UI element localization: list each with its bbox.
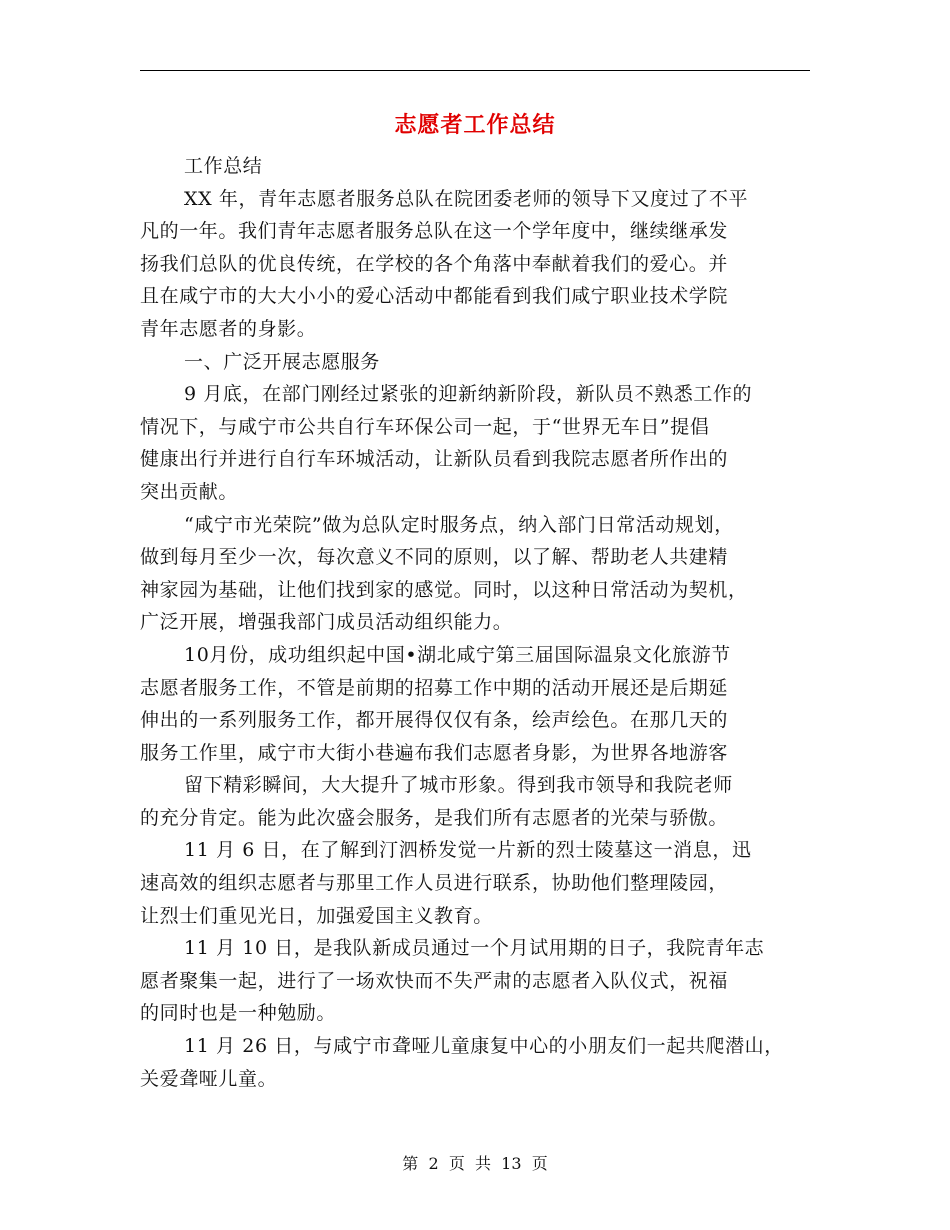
- paragraph-line: 健康出行并进行自行车环城活动，让新队员看到我院志愿者所作出的: [140, 448, 729, 471]
- paragraph-line: 留下精彩瞬间，大大提升了城市形象。得到我市领导和我院老师: [184, 774, 733, 797]
- paragraph-line: 10月份，成功组织起中国•湖北咸宁第三届国际温泉文化旅游节: [184, 643, 731, 666]
- paragraph-line: XX 年，青年志愿者服务总队在院团委老师的领导下又度过了不平: [184, 187, 749, 210]
- paragraph-line: “咸宁市光荣院”做为总队定时服务点，纳入部门日常活动规划，: [184, 513, 734, 536]
- paragraph-line: 伸出的一系列服务工作，都开展得仅仅有条，绘声绘色。在那几天的: [140, 709, 729, 732]
- paragraph-line: 的同时也是一种勉励。: [140, 1002, 337, 1025]
- paragraph-line: 让烈士们重见光日，加强爱国主义教育。: [140, 904, 493, 927]
- document-title: 志愿者工作总结: [394, 112, 556, 138]
- paragraph-line: 11 月 10 日，是我队新成员通过一个月试用期的日子，我院青年志: [184, 937, 765, 960]
- paragraph-line: 且在咸宁市的大大小小的爱心活动中都能看到我们咸宁职业技术学院: [140, 285, 729, 308]
- paragraph-line: 情况下，与咸宁市公共自行车环保公司一起，于“世界无车日”提倡: [140, 415, 710, 438]
- paragraph-line: 突出贡献。: [140, 480, 239, 503]
- paragraph-line: 扬我们总队的优良传统，在学校的各个角落中奉献着我们的爱心。并: [140, 252, 729, 275]
- page-number-footer: 第 2 页 共 13 页: [402, 1154, 548, 1173]
- paragraph-line: 广泛开展，增强我部门成员活动组织能力。: [140, 611, 513, 634]
- paragraph-line: 神家园为基础，让他们找到家的感觉。同时，以这种日常活动为契机，: [140, 578, 748, 601]
- paragraph-line: 11 月 6 日，在了解到汀泗桥发觉一片新的烈士陵墓这一消息，迅: [184, 839, 752, 862]
- section-heading: 一、广泛开展志愿服务: [184, 350, 381, 373]
- section-label: 工作总结: [184, 155, 263, 177]
- paragraph-line: 愿者聚集一起，进行了一场欢快而不失严肃的志愿者入队仪式，祝福: [140, 969, 729, 992]
- paragraph-line: 青年志愿者的身影。: [140, 317, 317, 340]
- header-rule: [140, 70, 810, 71]
- paragraph-line: 9 月底，在部门刚经过紧张的迎新纳新阶段，新队员不熟悉工作的: [184, 383, 753, 406]
- paragraph-line: 11 月 26 日，与咸宁市聋哑儿童康复中心的小朋友们一起共爬潜山，: [184, 1035, 784, 1058]
- document-body: [140, 150, 840, 1095]
- paragraph-line: 的充分肯定。能为此次盛会服务，是我们所有志愿者的光荣与骄傲。: [140, 806, 729, 829]
- paragraph-line: 速高效的组织志愿者与那里工作人员进行联系，协助他们整理陵园，: [140, 872, 729, 895]
- paragraph-line: 凡的一年。我们青年志愿者服务总队在这一个学年度中，继续继承发: [140, 220, 729, 243]
- paragraph-line: 关爱聋哑儿童。: [140, 1067, 278, 1090]
- paragraph-line: 服务工作里，咸宁市大街小巷遍布我们志愿者身影，为世界各地游客: [140, 741, 729, 764]
- paragraph-line: 做到每月至少一次，每次意义不同的原则，以了解、帮助老人共建精: [140, 546, 729, 569]
- paragraph-line: 志愿者服务工作，不管是前期的招募工作中期的活动开展还是后期延: [140, 676, 729, 699]
